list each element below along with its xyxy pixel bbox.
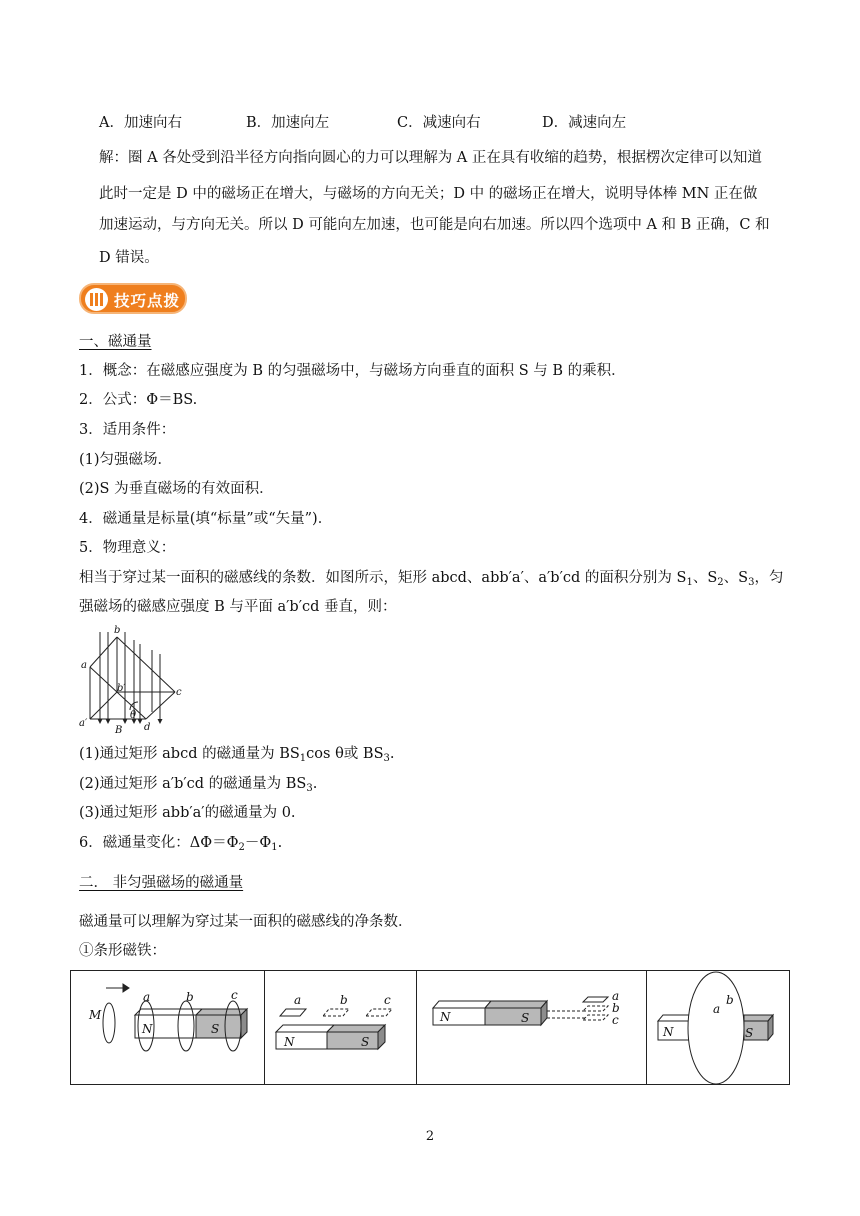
magnet-figure-1 bbox=[71, 971, 265, 1084]
cell3-label-s: S bbox=[521, 1011, 530, 1025]
result-1: (1)通过矩形 abcd 的磁通量为 $BS_1\cos$ θ或 $BS_3$. bbox=[79, 746, 395, 764]
item-concept: 1．概念：在磁感应强度为 B 的匀强磁场中，与磁场方向垂直的面积 S 与 B 的乘积． bbox=[79, 363, 626, 379]
label-a: a bbox=[81, 660, 87, 671]
label-d: d bbox=[144, 722, 151, 733]
books-icon bbox=[85, 288, 108, 311]
cell1-label-n: N bbox=[142, 1022, 153, 1036]
flux-rectangle-figure bbox=[78, 622, 188, 738]
magnet-figure-table bbox=[70, 970, 790, 1085]
cell2-label-n: N bbox=[284, 1035, 295, 1049]
option-c: C．减速向右 bbox=[397, 115, 481, 131]
solution-line-4: D 错误。 bbox=[99, 250, 159, 266]
cell3-label-n: N bbox=[440, 1010, 451, 1024]
physical-meaning-line-1: 相当于穿过某一面积的磁感线的条数．如图所示，矩形 abcd、abb′a′、a′b′cd 的面积分别为 $S_1$、$S_2$、$S_3$，匀 bbox=[79, 570, 784, 588]
item-formula: 2．公式：Φ＝BS. bbox=[79, 392, 198, 408]
solution-line-3: 加速运动，与方向无关。所以 D 可能向左加速，也可能是向右加速。所以四个选项中 A 和 B 正确，C 和 bbox=[99, 217, 770, 233]
cell4-label-n: N bbox=[663, 1025, 674, 1039]
label-field-b: B bbox=[115, 725, 123, 736]
section-heading-nonuniform: 二． 非匀强磁场的磁通量 bbox=[79, 875, 244, 891]
tips-badge bbox=[79, 283, 187, 314]
item-physical-meaning: 5．物理意义： bbox=[79, 540, 176, 556]
option-a: A．加速向右 bbox=[99, 115, 182, 131]
section-heading-magnetic-flux: 一、磁通量 bbox=[79, 334, 152, 350]
item-scalar: 4．磁通量是标量(填“标量”或“矢量”)． bbox=[79, 511, 333, 527]
magnet-figure-4 bbox=[646, 971, 789, 1084]
page-number: 2 bbox=[425, 1129, 435, 1144]
cell1-label-b: b bbox=[186, 990, 194, 1004]
label-b-prime: b′ bbox=[117, 683, 126, 694]
label-b: b bbox=[114, 625, 121, 636]
cell3-label-c: c bbox=[612, 1013, 619, 1027]
item-condition-2: (2)S 为垂直磁场的有效面积． bbox=[79, 481, 274, 497]
cell2-label-c: c bbox=[384, 993, 391, 1007]
option-b: B．加速向左 bbox=[246, 115, 330, 131]
cell3-label-b: b bbox=[612, 1001, 620, 1015]
cell1-label-c: c bbox=[231, 988, 238, 1002]
item-conditions: 3．适用条件： bbox=[79, 422, 176, 438]
item-condition-1: (1)匀强磁场． bbox=[79, 452, 173, 468]
cell1-label-s: S bbox=[211, 1022, 220, 1036]
cell4-label-b: b bbox=[726, 993, 734, 1007]
item-flux-change: 6．磁通量变化：$\Delta\Phi=\Phi_2-\Phi_1$. bbox=[79, 835, 283, 853]
magnet-figure-3 bbox=[416, 971, 647, 1084]
cell1-label-a: a bbox=[143, 990, 151, 1004]
cell2-label-b: b bbox=[340, 993, 348, 1007]
tips-badge-label: 技巧点拨 bbox=[114, 292, 181, 310]
cell2-label-s: S bbox=[361, 1035, 370, 1049]
cell1-label-m: M bbox=[89, 1008, 102, 1022]
bar-magnet-heading: ①条形磁铁： bbox=[79, 943, 166, 959]
option-d: D．减速向左 bbox=[542, 115, 627, 131]
label-a-prime: a′ bbox=[79, 718, 88, 729]
solution-line-1: 解：圈 A 各处受到沿半径方向指向圆心的力可以理解为 A 正在具有收缩的趋势，根据楞次定律可以知道 bbox=[99, 150, 762, 166]
cell4-label-a: a bbox=[713, 1002, 721, 1016]
label-theta: θ bbox=[130, 710, 137, 721]
cell3-label-a: a bbox=[612, 989, 620, 1003]
result-3: (3)通过矩形 abb′a′的磁通量为 0. bbox=[79, 805, 296, 821]
cell2-label-a: a bbox=[294, 993, 302, 1007]
solution-line-2: 此时一定是 D 中的磁场正在增大，与磁场的方向无关；D 中 的磁场正在增大，说明导体棒 MN 正在做 bbox=[99, 186, 758, 202]
label-c: c bbox=[176, 687, 182, 698]
magnet-figure-2 bbox=[264, 971, 417, 1084]
nonuniform-para: 磁通量可以理解为穿过某一面积的磁感线的净条数． bbox=[79, 914, 413, 930]
result-2: (2)通过矩形 a′b′cd 的磁通量为 $BS_3$. bbox=[79, 776, 318, 794]
physical-meaning-line-2: 强磁场的磁感应强度 B 与平面 a′b′cd 垂直，则： bbox=[79, 599, 397, 615]
cell4-label-s: S bbox=[745, 1026, 754, 1040]
